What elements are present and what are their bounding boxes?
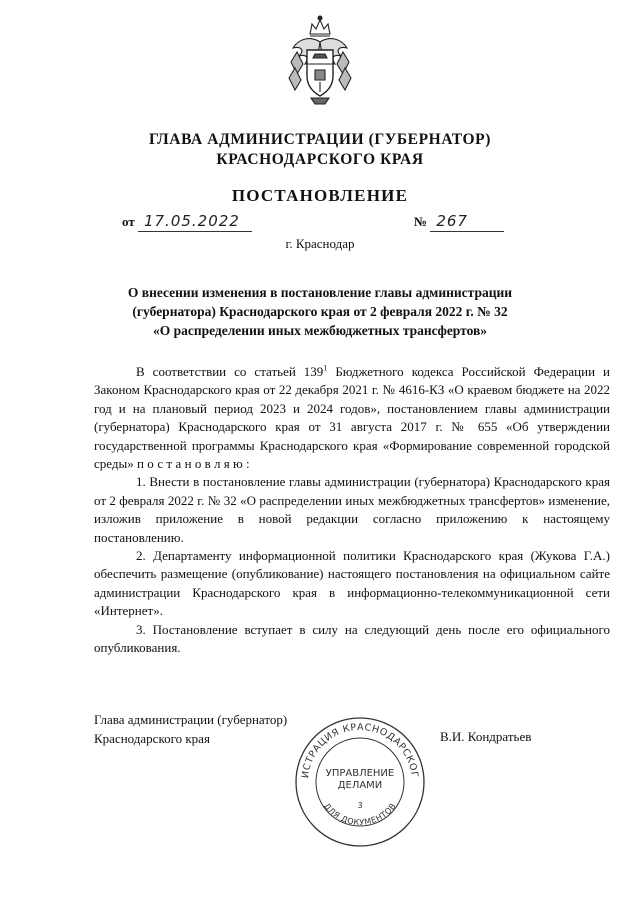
authority-line-1: ГЛАВА АДМИНИСТРАЦИИ (ГУБЕРНАТОР) xyxy=(149,131,491,148)
title-line-3: «О распределении иных межбюджетных трансфертов» xyxy=(152,323,488,338)
document-type: ПОСТАНОВЛЕНИЕ xyxy=(231,186,409,205)
stamp-center-line-1: УПРАВЛЕНИЕ xyxy=(325,768,395,779)
number-label: № xyxy=(414,214,428,229)
intro-text-b: Бюджетного кодекса Российской Федерации и Законом Краснодарского края от 22 декабря 2021 г. № 4616-КЗ «О краевом бюджете на 2022 год и на плановый период 2023 и 2024 годов», постановлением главы администрации (губернатора) Краснодарского края от 31 августа 2017 г. № 655 «Об утверждении государственной программы Краснодарского края «Формирование современной городской среды» xyxy=(94,364,610,472)
stamp-center-line-2: ДЕЛАМИ xyxy=(337,780,383,791)
coat-of-arms-icon xyxy=(285,12,355,108)
item-3: 3. Постановление вступает в силу на следующий день после его официального опубликования. xyxy=(94,621,610,656)
date-field xyxy=(122,212,252,232)
document-title xyxy=(118,283,522,340)
stamp-ring-text: ИСТРАЦИЯ КРАСНОДАРСКОГ xyxy=(300,721,420,779)
document-body xyxy=(94,363,610,658)
stamp-center-number: 3 xyxy=(357,801,363,810)
signatory-position xyxy=(94,710,287,748)
intro-resolution-word: постановляю: xyxy=(136,456,253,472)
date-label: от xyxy=(122,214,135,229)
intro-paragraph xyxy=(94,363,610,473)
number-value: 267 xyxy=(430,212,504,232)
intro-text-a: В соответствии со статьей 139 xyxy=(136,364,324,379)
title-line-2: (губернатора) Краснодарского края от 2 февраля 2022 г. № 32 xyxy=(132,304,508,319)
number-field xyxy=(414,212,504,232)
city: г. Краснодар xyxy=(285,236,355,251)
item-2: 2. Департаменту информационной политики Краснодарского края (Жукова Г.А.) обеспечить размещение (опубликование) настоящего постановления на официальном сайте администрации Краснодарского края в информационно-телекоммуникационной сети «Интернет». xyxy=(94,548,610,619)
stamp-bottom-text: ДЛЯ ДОКУМЕНТОВ xyxy=(322,801,398,827)
position-line-1: Глава администрации (губернатор) xyxy=(94,712,288,727)
signatory-name: В.И. Кондратьев xyxy=(440,729,532,744)
intro-superscript: 1 xyxy=(323,363,328,373)
position-line-2: Краснодарского края xyxy=(94,731,210,746)
item-1: 1. Внести в постановление главы администрации (губернатора) Краснодарского края от 2 февраля 2022 г. № 32 «О распределении иных межбюджетных трансфертов» изменение, изложив приложение в новой редакции согласно приложению к настоящему постановлению. xyxy=(94,474,610,545)
authority-line-2: КРАСНОДАРСКОГО КРАЯ xyxy=(216,151,424,168)
official-stamp xyxy=(290,712,430,852)
title-line-1: О внесении изменения в постановление главы администрации xyxy=(127,285,513,300)
date-value: 17.05.2022 xyxy=(138,212,252,232)
